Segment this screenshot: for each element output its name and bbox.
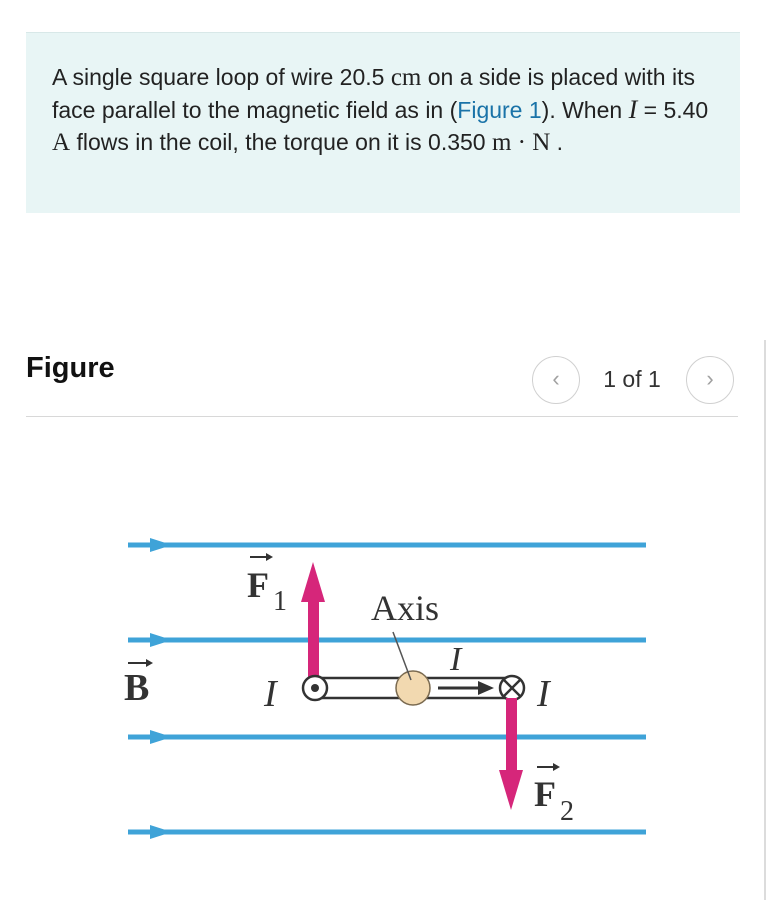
f1-subscript: 1 [273,586,287,617]
figure-heading: Figure [26,352,115,384]
problem-text-part: = 5.40 [637,97,709,123]
field-arrow-icon [150,538,172,552]
unit-ampere: A [52,129,71,156]
problem-text-part: . [550,129,564,155]
field-line [128,825,646,839]
field-arrow-icon [150,825,172,839]
current-symbol: I [628,95,638,124]
magnetic-field-label [124,659,153,709]
chevron-right-icon: › [706,366,714,391]
force-f2-arrow [499,698,523,810]
field-arrow-icon [150,633,172,647]
force-f2-label [534,763,574,827]
field-line [128,538,646,552]
current-into-page-icon [500,676,524,700]
vector-arrow-icon [146,659,153,667]
b-field-label: B [124,667,150,709]
current-label-right: I [537,673,550,715]
f2-symbol: F [534,774,556,814]
current-label-left: I [264,673,277,715]
vector-arrow-icon [266,553,273,561]
force-f1-arrow [301,562,325,680]
f1-symbol: F [247,565,269,605]
field-arrow-icon [150,730,172,744]
current-out-of-page-icon [303,676,327,700]
problem-text-part: ). When [541,97,629,123]
problem-text-part: on a side is placed with its face parallel to the magnetic field as in ( [52,64,695,123]
force-f1-label [247,553,287,617]
chevron-left-icon: ‹ [552,366,560,391]
axis-label: Axis [371,588,440,628]
vector-arrow-icon [553,763,560,771]
problem-text-part: flows in the coil, the torque on it is 0.350 [70,129,492,155]
unit-meter-newton: m · N [491,129,551,156]
current-label-middle: I [450,641,462,678]
field-line [128,730,646,744]
figure-1-link[interactable]: Figure 1 [457,97,542,123]
unit-cm: cm [390,64,422,91]
figure-page-indicator: 1 of 1 [603,366,661,392]
field-line [128,633,646,647]
problem-text-part: A single square loop of wire 20.5 [52,64,391,90]
f2-subscript: 2 [560,796,574,827]
